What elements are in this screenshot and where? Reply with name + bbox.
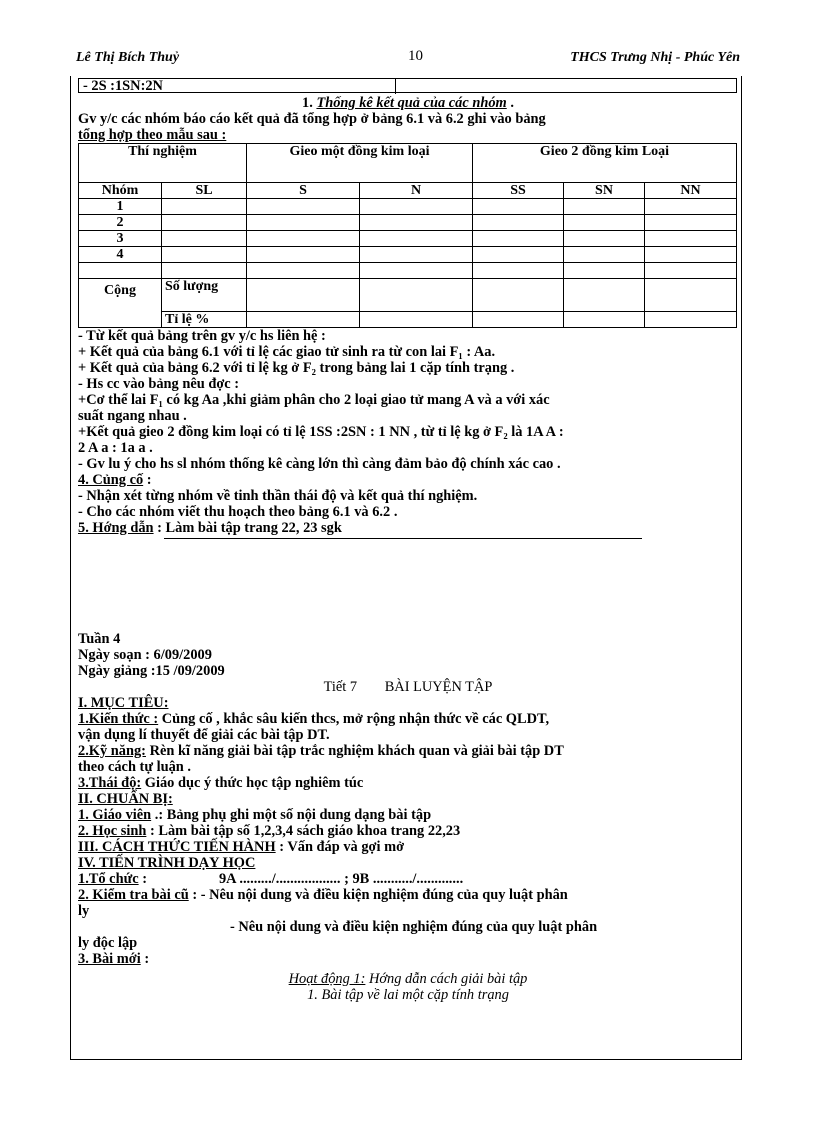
page-header [76, 48, 740, 68]
skills-line-2: theo cách tự luận . [78, 759, 191, 775]
teach-date: Ngày giảng :15 /09/2009 [78, 663, 225, 679]
knowledge-line: 1.Kiến thức : Củng cố , khắc sâu kiến thcs, mở rộng nhận thức về các QLDT, [78, 711, 550, 727]
activity-heading: Hoạt động 1: Hớng dẫn cách giải bài tập [288, 971, 528, 987]
th-s: S [247, 183, 360, 199]
top-row-text: - 2S :1SN:2N [83, 78, 163, 94]
top-row-cell [395, 79, 736, 94]
student-line: 2. Học sinh : Làm bài tập số 1,2,3,4 sách giáo khoa trang 22,23 [78, 823, 461, 839]
section1-intro-2: tổng hợp theo mẫu sau : [78, 127, 227, 143]
lesson-name: BÀI LUYỆN TẬP [384, 679, 493, 695]
period-label: Tiết 7 [323, 679, 358, 695]
consolidation-heading: 4. Củng cố : [78, 472, 152, 488]
preparation-heading: II. CHUẨN BỊ: [78, 791, 173, 807]
th-group: Nhóm [79, 183, 162, 199]
objectives-heading: I. MỤC TIÊU: [78, 695, 169, 711]
new-lesson-line: 3. Bài mới : [78, 951, 150, 967]
th-one-coin: Gieo một đồng kim loại [247, 144, 473, 183]
section1-title: Thống kê kết quả của các nhóm [316, 95, 507, 111]
consolidation-line: - Cho các nhóm viết thu hoạch theo bảng 6.1 và 6.2 . [78, 504, 398, 520]
consolidation-line: - Nhận xét từng nhóm về tinh thần thái độ và kết quả thí nghiệm. [78, 488, 478, 504]
check-line-4: ly độc lập [78, 935, 138, 951]
activity-subheading: 1. Bài tập về lai một cặp tính trạng [307, 987, 509, 1003]
check-line-2: ly [78, 903, 90, 919]
total-label: Cộng [79, 279, 162, 328]
section1-heading: 1. Thống kê kết quả của các nhóm . [302, 95, 514, 111]
body-line: suất ngang nhau . [78, 408, 187, 424]
teacher-line: 1. Giáo viên .: Bảng phụ ghi một số nội dung dạng bài tập [78, 807, 432, 823]
th-ss: SS [473, 183, 564, 199]
th-experiment: Thí nghiệm [79, 144, 247, 183]
body-line: 2 A a : 1a a . [78, 440, 153, 456]
document-body [78, 78, 738, 1003]
attitude-line: 3.Thái độ: Giáo dục ý thức học tập nghiêm túc [78, 775, 364, 791]
method-line: III. CÁCH THỨC TIẾN HÀNH : Vấn đáp và gợi mở [78, 839, 405, 855]
author-name: Lê Thị Bích Thuỷ [76, 50, 180, 65]
check-line-3: - Nêu nội dung và điều kiện nghiệm đúng của quy luật phân [230, 919, 598, 935]
check-line: 2. Kiểm tra bài cũ : - Nêu nội dung và điều kiện nghiệm đúng của quy luật phân [78, 887, 568, 903]
body-line: +Cơ thể lai F₁ có kg Aa ,khi giảm phân cho 2 loại giao tử mang A và a với xác [78, 392, 550, 408]
lesson-title [78, 679, 738, 695]
th-two-coins: Gieo 2 đồng kim Loại [473, 144, 737, 183]
prep-date: Ngày soạn : 6/09/2009 [78, 647, 212, 663]
group-row-3: 3 [79, 231, 162, 247]
group-row-4: 4 [79, 247, 162, 263]
week-label: Tuần 4 [78, 631, 121, 647]
body-line: +Kết quả gieo 2 đồng kim loại có tỉ lệ 1SS :2SN : 1 NN , từ tỉ lệ kg ở F₂ là 1A A : [78, 424, 564, 440]
body-line: + Kết quả của bảng 6.1 với tỉ lệ các giao tử sinh ra từ con lai F₁ : Aa. [78, 344, 496, 360]
group-row-2: 2 [79, 215, 162, 231]
process-heading: IV. TIẾN TRÌNH DẠY HỌC [78, 855, 256, 871]
skills-line: 2.Kỹ năng: Rèn kĩ năng giải bài tập trắc nghiệm khách quan và giải bài tập DT [78, 743, 564, 759]
section1-intro: Gv y/c các nhóm báo cáo kết quả đã tổng hợp ở bảng 6.1 và 6.2 ghi vào bảng [78, 111, 546, 127]
count-label: Số lượng [162, 279, 247, 312]
page-number: 10 [408, 48, 423, 64]
top-row [78, 78, 737, 93]
knowledge-line-2: vận dụng lí thuyết để giải các bài tập DT. [78, 727, 330, 743]
results-table [78, 143, 737, 328]
body-line: - Hs cc vào bảng nêu đợc : [78, 376, 240, 392]
body-line: - Gv lu ý cho hs sl nhóm thống kê càng lớn thì càng đảm bảo độ chính xác cao . [78, 456, 561, 472]
th-sl: SL [162, 183, 247, 199]
th-n: N [360, 183, 473, 199]
body-line: - Từ kết quả bảng trên gv y/c hs liên hệ : [78, 328, 326, 344]
school-name: THCS Trưng Nhị - Phúc Yên [570, 50, 740, 65]
body-line: + Kết quả của bảng 6.2 với tỉ lệ kg ở F₂ trong bảng lai 1 cặp tính trạng . [78, 360, 515, 376]
ratio-label: Tỉ lệ % [162, 312, 247, 328]
group-row-1: 1 [79, 199, 162, 215]
guidance-line: 5. Hớng dẫn : Làm bài tập trang 22, 23 sgk [78, 520, 342, 536]
organization-line: 1.Tổ chức : 9A ........./.................. ; 9B .........../............. [78, 871, 464, 887]
th-nn: NN [645, 183, 737, 199]
th-sn: SN [564, 183, 645, 199]
